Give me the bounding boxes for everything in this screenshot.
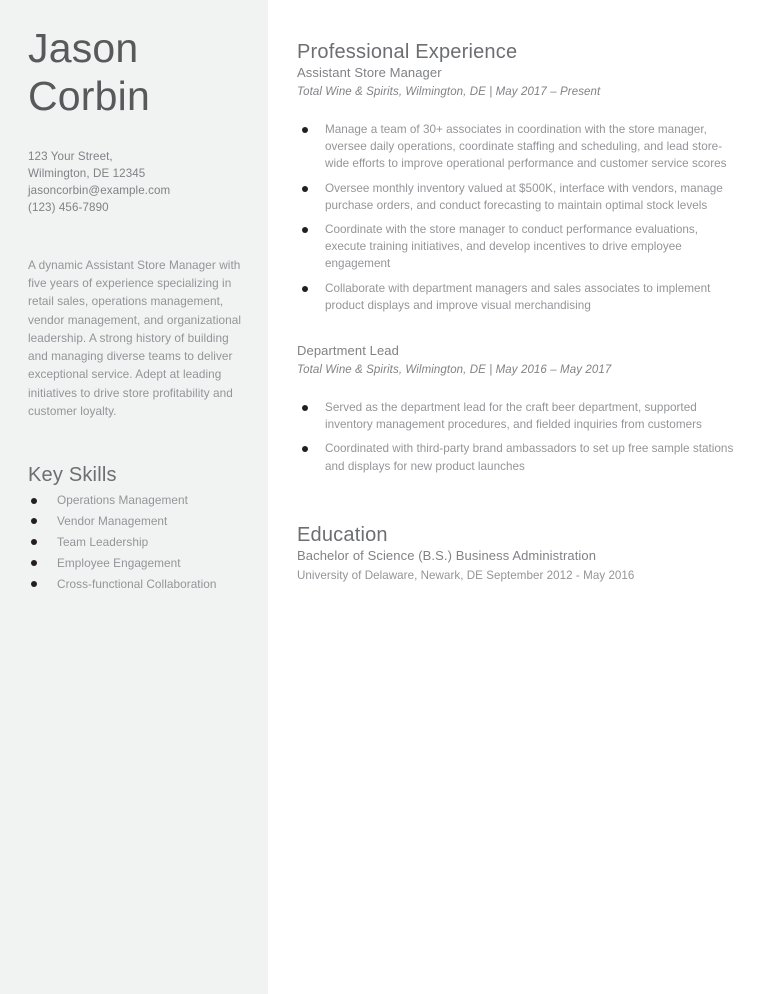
summary-text: A dynamic Assistant Store Manager with five years of experience specializing in retail sales, operations management, vendor management, and organizational leadership. A strong history of building and managing diverse teams to deliver exceptional service. Adept at leading initiatives to drive store profitability and customer loyalty. [28,257,242,419]
job-responsibilities-list [297,399,740,482]
job-bullet: Oversee monthly inventory valued at $500K, interface with vendors, manage purchase orders, and conduct forecasting to maintain optimal stock levels [297,180,740,214]
job-bullet: Served as the department lead for the craft beer department, supported inventory management procedures, and fielded inquiries from customers [297,399,740,433]
contact-city-state-zip: Wilmington, DE 12345 [28,167,146,181]
key-skills-heading: Key Skills [28,463,117,486]
first-name: Jason [28,25,139,71]
contact-phone[interactable]: (123) 456-7890 [28,201,109,215]
skill-item: Operations Management [28,490,258,511]
skill-item: Team Leadership [28,532,258,553]
job-bullet: Coordinated with third-party brand ambassadors to set up free sample stations and displays for new product launches [297,440,740,474]
education-heading: Education [297,523,388,546]
job-bullet: Collaborate with department managers and sales associates to implement product displays and improve visual merchandising [297,280,740,314]
sidebar [0,0,268,994]
professional-experience-heading: Professional Experience [297,40,518,63]
contact-info [28,148,258,216]
job-bullet: Coordinate with the store manager to conduct performance evaluations, execute training initiatives, and develop incentives to drive employee engagement [297,221,740,273]
last-name: Corbin [28,73,150,120]
contact-email[interactable]: jasoncorbin@example.com [28,184,171,198]
skill-item: Cross-functional Collaboration [28,574,258,595]
job-title: Department Lead [297,343,399,358]
job-company-dates: Total Wine & Spirits, Wilmington, DE | May 2016 – May 2017 [297,364,612,376]
job-bullet: Manage a team of 30+ associates in coordination with the store manager, oversee daily operations, coordinate staffing and scheduling, and lead store-wide efforts to improve operational performance and customer service scores [297,121,740,173]
education-school-dates: University of Delaware, Newark, DE September 2012 - May 2016 [297,569,635,582]
key-skills-list [28,490,258,595]
job-responsibilities-list [297,121,740,321]
job-title: Assistant Store Manager [297,65,442,80]
skill-item: Employee Engagement [28,553,258,574]
education-degree: Bachelor of Science (B.S.) Business Administration [297,548,597,563]
candidate-name [28,24,250,121]
skill-item: Vendor Management [28,511,258,532]
contact-street: 123 Your Street, [28,150,113,163]
professional-summary [28,244,243,432]
job-company-dates: Total Wine & Spirits, Wilmington, DE | May 2017 – Present [297,86,601,98]
